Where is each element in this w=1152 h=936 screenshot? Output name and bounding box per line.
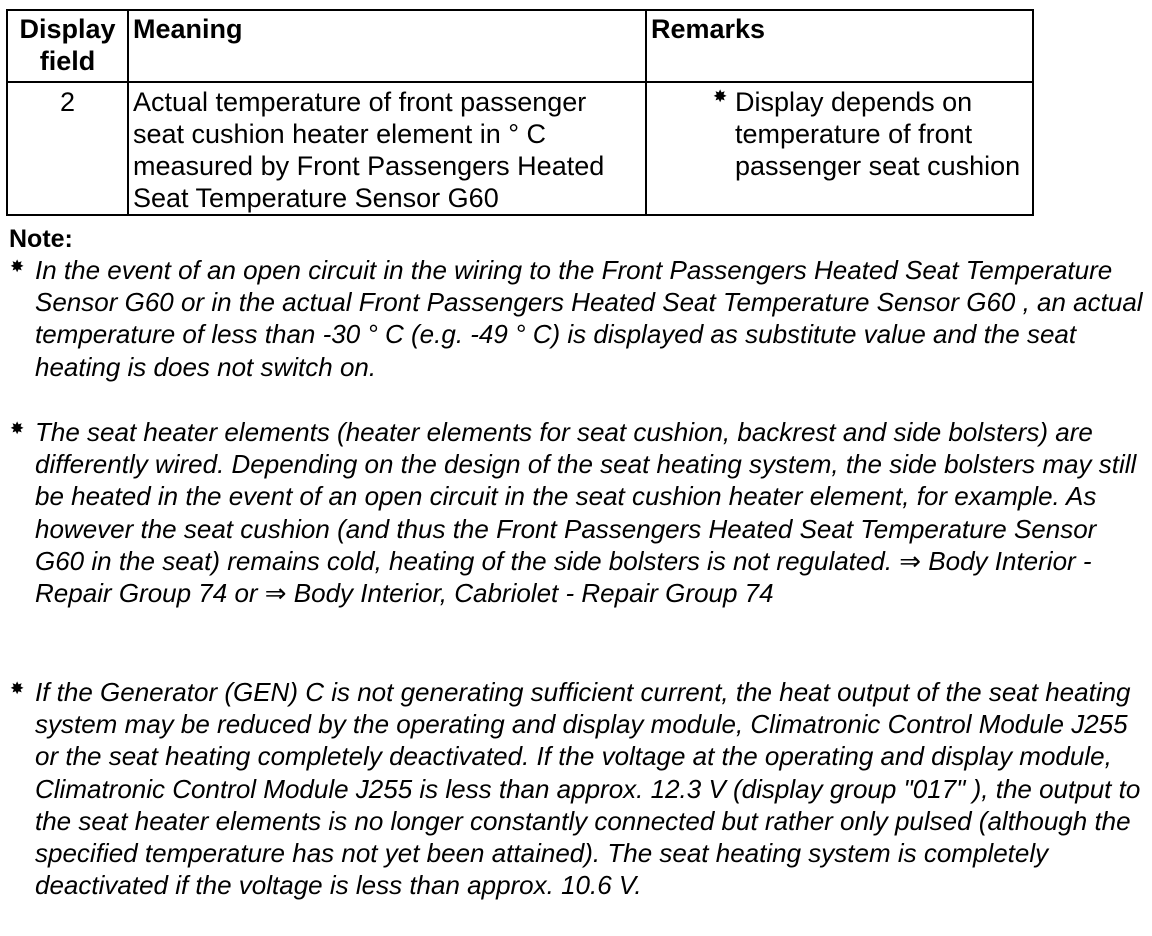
asterisk-bullet-icon: ✸ xyxy=(10,419,25,438)
header-remarks: Remarks xyxy=(646,10,1033,82)
measured-values-table xyxy=(6,9,1034,216)
table-row xyxy=(7,82,1033,215)
note-item xyxy=(10,416,1148,609)
note-item-text: In the event of an open circuit in the wiring to the Front Passengers Heated Seat Temperature Sensor G60 or in the actual Front Passengers Heated Seat Temperature Sensor G60 , an actual temperature of less than -30 ° C (e.g. -49 ° C) is displayed as substitute value and the seat heating is does not switch on. xyxy=(35,255,1143,382)
note-item-text: The seat heater elements (heater elements for seat cushion, backrest and side bolsters) are differently wired. Depending on the design of the seat heating system, the side bolsters may still be heated in the event of an open circuit in the seat cushion heater element, for example. As however the seat cushion (and thus the Front Passengers Heated Seat Temperature Sensor G60 in the seat) remains cold, heating of the side bolsters is not regulated. ⇒ Body Interior - Repair Group 74 or ⇒ Body Interior, Cabriolet - Repair Group 74 xyxy=(35,417,1137,609)
note-label: Note: xyxy=(9,225,73,253)
note-item xyxy=(10,676,1148,901)
cell-display-field: 2 xyxy=(7,82,128,215)
cell-remarks xyxy=(646,82,1033,215)
note-item-text: If the Generator (GEN) C is not generating sufficient current, the heat output of the seat heating system may be reduced by the operating and display module, Climatronic Control Module J255 or the seat heating completely deactivated. If the voltage at the operating and display module, Climatronic Control Module J255 is less than approx. 12.3 V (display group "017" ), the output to the seat heater elements is no longer constantly connected but rather only pulsed (although the specified temperature has not yet been attained). The seat heating system is completely deactivated if the voltage is less than approx. 10.6 V. xyxy=(35,677,1141,901)
asterisk-bullet-icon: ✸ xyxy=(10,679,25,698)
asterisk-bullet-icon: ✸ xyxy=(713,87,728,106)
note-item xyxy=(10,254,1148,383)
header-meaning: Meaning xyxy=(128,10,646,82)
header-display-field: Display field xyxy=(7,10,128,82)
cell-meaning: Actual temperature of front passenger seat cushion heater element in ° C measured by Front Passengers Heated Seat Temperature Sensor G60 xyxy=(128,82,646,215)
remark-text: Display depends on temperature of front passenger seat cushion xyxy=(735,87,1021,181)
asterisk-bullet-icon: ✸ xyxy=(10,257,25,276)
table-header-row xyxy=(7,10,1033,82)
